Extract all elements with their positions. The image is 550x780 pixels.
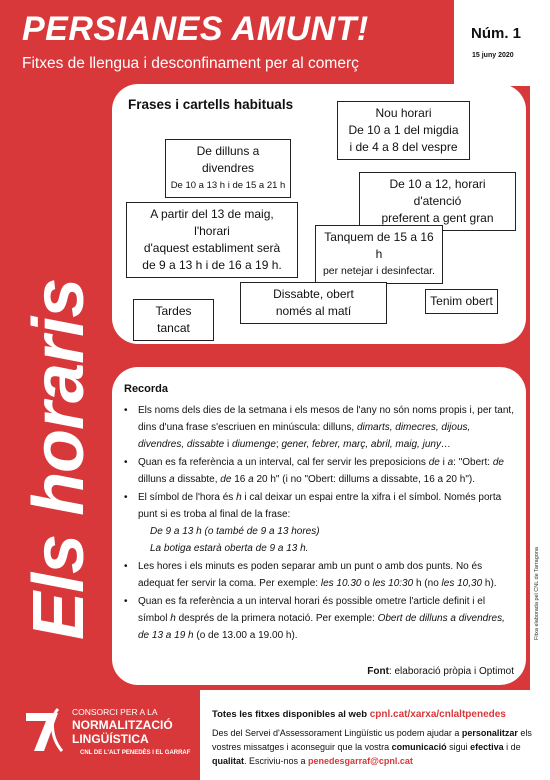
sign-attention — [359, 172, 516, 231]
remember-list — [124, 402, 516, 644]
sign-line: per netejar i desinfectar. — [322, 265, 436, 277]
email-link[interactable]: penedesgarraf@cpnl.cat — [308, 756, 413, 766]
sign-closed-cleaning — [315, 225, 443, 284]
example-line: La botiga estarà oberta de 9 a 13 h. — [150, 543, 309, 554]
sign-line: De dilluns a divendres — [196, 144, 260, 175]
remember-heading: Recorda — [124, 383, 169, 395]
logo-text-line: LINGÜÍSTICA — [72, 732, 149, 746]
issue-date: 15 juny 2020 — [472, 52, 514, 59]
list-item: • Quan es fa referència a un interval, cal fer servir les preposicions de i a: "Obert: de dilluns a dissabte, de 16 a 20 h" (i no "Obert: dillums a dissabte, 16 a 20 h"). — [124, 454, 516, 488]
signs-heading: Frases i cartells habituals — [128, 97, 294, 112]
logo-text-line: NORMALITZACIÓ — [72, 718, 173, 732]
sign-line: i de 4 a 8 del vespre — [349, 140, 458, 154]
logo-text-line: CONSORCI PER A LA — [72, 707, 158, 717]
vertical-title: Els horaris — [19, 278, 99, 640]
sign-line: Nou horari — [375, 106, 432, 120]
footer-paragraph: Des del Servei d'Assessorament Lingüístic us podem ajudar a personalitzar els vostres missatges i aconseguir que la vostra comunicació sigui efectiva i de qualitat. Escriviu-nos a penedesgarraf@cpnl.cat — [212, 728, 532, 766]
sign-line: A partir del 13 de maig, l'horari — [150, 207, 274, 238]
sign-mon-fri — [165, 139, 291, 198]
source-note: Font: elaboració pròpia i Optimot — [367, 666, 514, 677]
example-line: De 9 a 13 h (o també de 9 a 13 hores) — [150, 526, 320, 537]
sign-we-are-open — [425, 289, 498, 314]
website-link[interactable]: cpnl.cat/xarxa/cnlaltpenedes — [369, 709, 506, 720]
issue-number: Núm. 1 — [471, 25, 522, 42]
sign-line: Tenim obert — [430, 294, 493, 308]
sign-afternoons-closed — [133, 299, 214, 341]
sign-line: preferent a gent gran — [381, 211, 494, 225]
page-subtitle: Fitxes de llengua i desconfinament per al comerç — [22, 55, 359, 72]
sign-line: De 10 a 13 h i de 15 a 21 h — [170, 180, 286, 191]
sign-saturday — [240, 282, 387, 324]
sign-line: Tanquem de 15 a 16 h — [324, 230, 434, 261]
page-title: PERSIANES AMUNT! — [22, 10, 369, 48]
sign-line: De 10 a 12, horari d'atenció — [389, 177, 486, 208]
sign-line: d'aquest establiment serà — [143, 241, 281, 255]
right-margin-strip — [530, 0, 550, 690]
sign-new-schedule — [337, 101, 470, 160]
list-item: • Els noms dels dies de la setmana i els mesos de l'any no són noms propis i, per tant, dins d'una frase s'escriuen en minúscula: dilluns, dimarts, dimecres, dijous, divendres, dissabte i diumenge; gener, febrer, març, abril, maig, juny… — [124, 402, 516, 453]
list-item: • El símbol de l'hora és h i cal deixar un espai entre la xifra i el símbol. Només porta punt si es troba al final de la frase: De 9 a 13 h (o també de 9 a 13 hores) La botiga estarà oberta de 9 a 13 h. — [124, 489, 516, 557]
sign-line: Tardes tancat — [155, 304, 192, 335]
footer-web-line: Totes les fitxes disponibles al web cpnl.cat/xarxa/cnlaltpenedes — [212, 709, 506, 720]
consortium-logo-icon — [24, 707, 68, 753]
sign-line: Dissabte, obert — [273, 287, 354, 301]
list-item: • Les hores i els minuts es poden separar amb un punt o amb dos punts. No és adequat fer servir la coma. Per exemple: les 10.30 o les 10:30 h (no les 10,30 h). — [124, 558, 516, 592]
list-item: • Quan es fa referència a un interval horari és possible ometre l'article definit i el símbol h després de la primera notació. Per exemple: Obert de dilluns a divendres, de 13 a 19 h (o de 13.00 a 19.00 h). — [124, 593, 516, 644]
sign-line: de 9 a 13 h i de 16 a 19 h. — [142, 258, 282, 272]
sign-may13 — [126, 202, 298, 278]
sign-line: només al matí — [275, 304, 352, 318]
issue-box — [454, 0, 530, 86]
side-credit: Fitxa elaborada pel CNL de Tarragona — [534, 547, 540, 640]
sign-line: De 10 a 1 del migdia — [348, 123, 459, 137]
logo-text-line: CNL DE L'ALT PENEDÈS I EL GARRAF — [80, 750, 191, 756]
